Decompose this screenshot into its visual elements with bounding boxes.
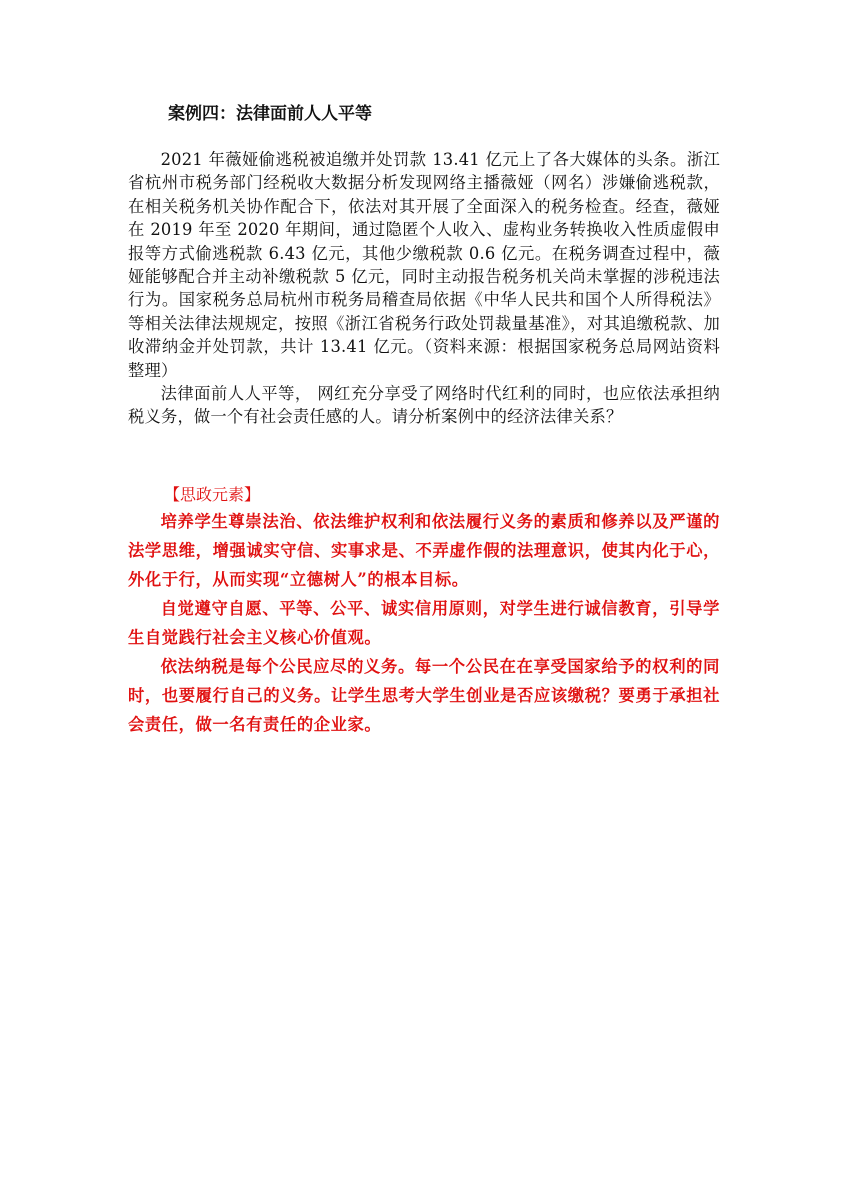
ideology-elements-section <box>128 483 720 739</box>
case-title: 案例四：法律面前人人平等 <box>168 104 372 124</box>
ideology-paragraph-rule-of-law: 培养学生尊崇法治、依法维护权利和依法履行义务的素质和修养以及严谨的法学思维，增强诚实守信、实事求是、不弄虚作假的法理意识，使其内化于心，外化于行，从而实现“立德树人”的根本目标。 <box>128 511 720 589</box>
case-question-paragraph: 法律面前人人平等， 网红充分享受了网络时代红利的同时，也应依法承担纳税义务，做一个有社会责任感的人。请分析案例中的经济法律关系？ <box>128 384 720 427</box>
document-content <box>128 100 720 739</box>
ideology-paragraph-tax-duty: 依法纳税是每个公民应尽的义务。每一个公民在在享受国家给予的权利的同时，也要履行自己的义务。让学生思考大学生创业是否应该缴税？要勇于承担社会责任，做一名有责任的企业家。 <box>128 656 720 734</box>
case-description-paragraph: 2021 年薇娅偷逃税被追缴并处罚款 13.41 亿元上了各大媒体的头条。浙江省杭州市税务部门经税收大数据分析发现网络主播薇娅（网名）涉嫌偷逃税款，在相关税务机关协作配合下，依法对其开展了全面深入的税务检查。经查，薇娅在 2019 年至 2020 年期间，通过隐匿个人收入、虚构业务转换收入性质虚假申报等方式偷逃税款 6.43 亿元，其他少缴税款 0.6 亿元。在税务调查过程中，薇娅能够配合并主动补缴税款 5 亿元，同时主动报告税务机关尚未掌握的涉税违法行为。国家税务总局杭州市税务局稽查局依据《中华人民共和国个人所得税法》等相关法律法规规定，按照《浙江省税务行政处罚裁量基准》，对其追缴税款、加收滞纳金并处罚款，共计 13.41 亿元。（资料来源：根据国家税务总局网站资料整理） <box>128 150 720 380</box>
ideology-paragraph-integrity: 自觉遵守自愿、平等、公平、诚实信用原则，对学生进行诚信教育，引导学生自觉践行社会主义核心价值观。 <box>128 598 720 647</box>
ideology-heading: 【思政元素】 <box>164 484 261 504</box>
